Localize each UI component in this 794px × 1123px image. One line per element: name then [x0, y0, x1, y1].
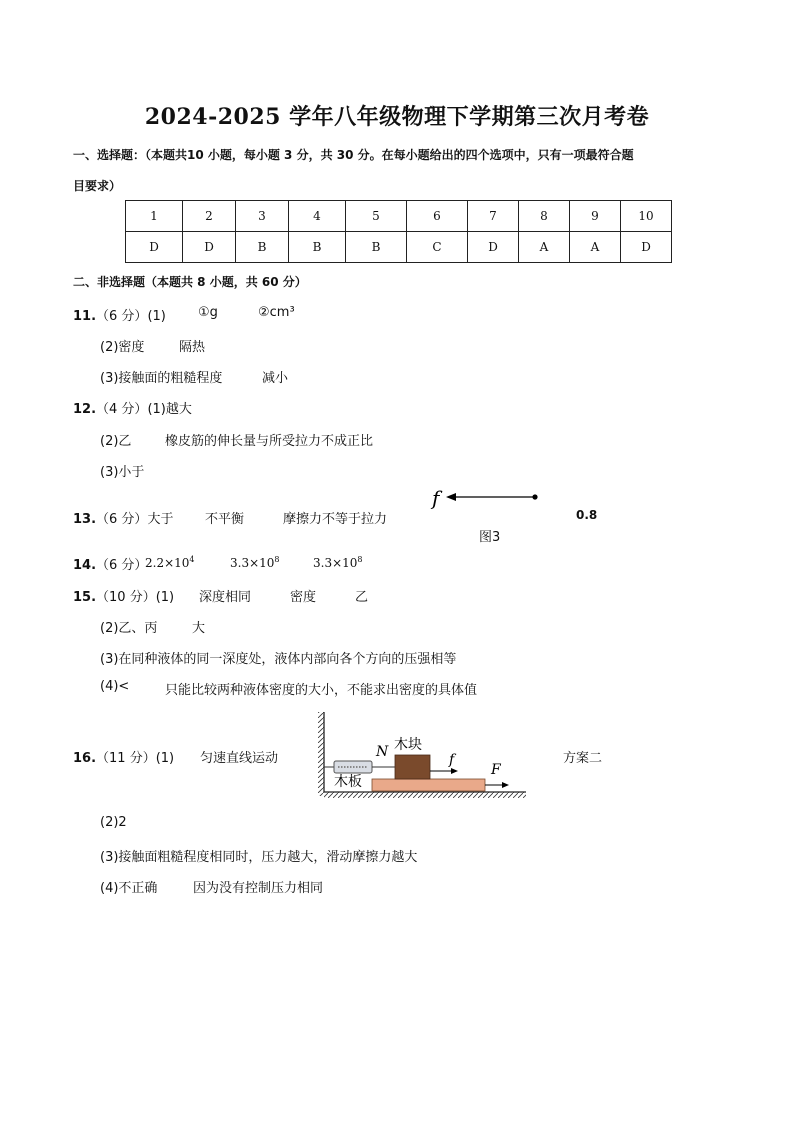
- q14-answer1: [145, 555, 195, 570]
- q12-part1: (1)越大: [147, 402, 192, 417]
- q13-number: 13.: [73, 512, 97, 527]
- q15-answer2: 密度: [290, 590, 317, 605]
- q15-part1: (1): [155, 590, 175, 605]
- q16-friction-apparatus-diagram: [318, 708, 530, 800]
- q11-line3-a: (3)接触面的粗糙程度: [100, 371, 223, 386]
- label-friction-f: f: [449, 752, 455, 768]
- q13-line1: [73, 508, 173, 527]
- q11-line3-b: 减小: [262, 371, 289, 386]
- q13-answer1: 大于: [147, 512, 174, 527]
- q12-points: （4 分）: [96, 402, 148, 417]
- q12-number: 12.: [73, 402, 97, 417]
- q14-line1: [73, 554, 147, 573]
- table-cell: 7: [468, 201, 519, 232]
- q16-answer2: 方案二: [563, 751, 603, 766]
- arrowhead-icon: [446, 493, 456, 501]
- q11-line2-b: 隔热: [179, 340, 206, 355]
- table-cell: D: [468, 232, 519, 263]
- wall-hatch: [318, 712, 324, 796]
- table-cell: B: [346, 232, 407, 263]
- q15-points: （10 分）: [96, 590, 156, 605]
- page-title: 2024-2025 学年八年级物理下学期第三次月考卷: [144, 104, 650, 130]
- q15-answer1: 深度相同: [199, 590, 252, 605]
- table-cell: 1: [126, 201, 183, 232]
- q11-answer1: ①g: [198, 305, 218, 320]
- q16-answer1: 匀速直线运动: [200, 751, 279, 766]
- section2-heading: 二、非选择题（本题共 8 小题，共 60 分）: [73, 275, 307, 289]
- answer-table-answer-row: [126, 232, 672, 263]
- q15-line4-a: (4)<: [100, 679, 130, 694]
- q12-line2-b: 橡皮筋的伸长量与所受拉力不成正比: [165, 434, 374, 449]
- q16-line1: [73, 747, 174, 766]
- q11-number: 11.: [73, 309, 97, 324]
- q13-answer3: 摩擦力不等于拉力: [283, 512, 388, 527]
- table-cell: 8: [519, 201, 570, 232]
- q14-answer2-exponent: 8: [274, 555, 280, 564]
- table-cell: D: [621, 232, 672, 263]
- table-cell: 2: [183, 201, 236, 232]
- q16-line3: (3)接触面粗糙程度相同时，压力越大，滑动摩擦力越大: [100, 850, 418, 865]
- table-cell: 5: [346, 201, 407, 232]
- q16-line4-a: (4)不正确: [100, 881, 158, 896]
- q11-line1: [73, 305, 166, 324]
- q11-part1: (1): [147, 309, 166, 324]
- q13-points: （6 分）: [96, 512, 148, 527]
- table-cell: D: [183, 232, 236, 263]
- q11-line2-a: (2)密度: [100, 340, 145, 355]
- ground-hatch: [324, 792, 526, 798]
- section1-heading-line1: 一、选择题：（本题共10 小题，每小题 3 分，共 30 分。在每小题给出的四个选项中，只有一项最符合题: [73, 148, 634, 162]
- wooden-block: [395, 755, 430, 779]
- q14-number: 14.: [73, 558, 97, 573]
- q11-answer2: ②cm³: [258, 305, 295, 320]
- table-cell: B: [289, 232, 346, 263]
- q16-points: （11 分）: [96, 751, 156, 766]
- table-cell: 4: [289, 201, 346, 232]
- label-force-F: F: [491, 762, 501, 778]
- label-board: 木板: [334, 774, 362, 790]
- q15-line3: (3)在同种液体的同一深度处，液体内部向各个方向的压强相等: [100, 652, 457, 667]
- table-cell: B: [236, 232, 289, 263]
- q13-force-label: f: [432, 486, 440, 510]
- q14-answer3: [313, 555, 363, 570]
- q12-line2-a: (2)乙: [100, 434, 132, 449]
- point-dot: [532, 494, 537, 499]
- arrowhead-icon: [451, 768, 458, 774]
- q16-line4-b: 因为没有控制压力相同: [193, 881, 324, 896]
- table-cell: 3: [236, 201, 289, 232]
- table-cell: A: [519, 232, 570, 263]
- q14-answer3-exponent: 8: [357, 555, 363, 564]
- arrowhead-icon: [502, 782, 509, 788]
- table-cell: C: [407, 232, 468, 263]
- q15-line4-b: 只能比较两种液体密度的大小，不能求出密度的具体值: [165, 683, 478, 698]
- section1-heading-line2: 目要求）: [73, 179, 122, 193]
- q14-points: （6 分）: [96, 558, 148, 573]
- wooden-board: [372, 779, 485, 791]
- q12-line1: [73, 398, 192, 417]
- q14-answer2-base: 3.3×10: [230, 556, 275, 570]
- table-cell: 10: [621, 201, 672, 232]
- q15-answer3: 乙: [355, 590, 369, 605]
- table-cell: 9: [570, 201, 621, 232]
- q15-number: 15.: [73, 590, 97, 605]
- q14-answer1-exponent: 4: [189, 555, 195, 564]
- q15-line1: [73, 586, 174, 605]
- answer-table: [125, 200, 672, 263]
- q16-number: 16.: [73, 751, 97, 766]
- table-cell: D: [126, 232, 183, 263]
- q12-line3: (3)小于: [100, 465, 145, 480]
- table-cell: A: [570, 232, 621, 263]
- table-cell: 6: [407, 201, 468, 232]
- label-N: N: [376, 744, 389, 760]
- q13-answer2: 不平衡: [205, 512, 245, 527]
- q13-force-diagram: [428, 482, 548, 512]
- q16-part1: (1): [155, 751, 175, 766]
- q15-line2-a: (2)乙、丙: [100, 621, 158, 636]
- q11-points: （6 分）: [96, 309, 148, 324]
- q14-answer1-base: 2.2×10: [145, 556, 190, 570]
- q16-line2: (2)2: [100, 815, 127, 830]
- q14-answer3-base: 3.3×10: [313, 556, 358, 570]
- q15-line2-b: 大: [192, 621, 206, 636]
- q13-figure-caption: 图3: [479, 530, 501, 545]
- q14-answer2: [230, 555, 280, 570]
- answer-table-number-row: [126, 201, 672, 232]
- label-block: 木块: [394, 737, 422, 753]
- q13-answer4: 0.8: [576, 508, 598, 522]
